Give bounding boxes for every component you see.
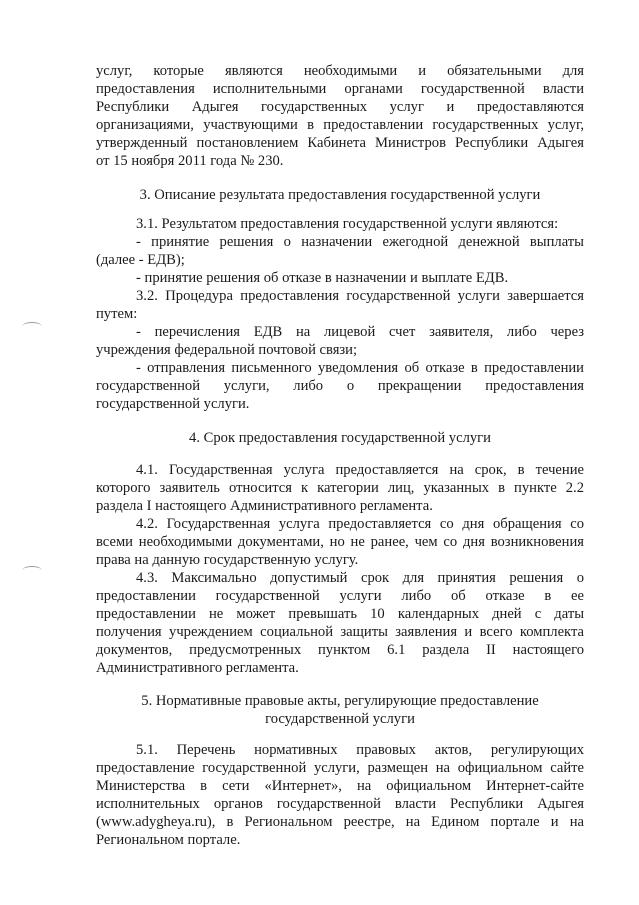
intro-line: услуг, которые являются необходимыми и обязательными для (96, 63, 584, 79)
intro-line: предоставления исполнительными органами государственной власти (96, 81, 584, 97)
intro-line: от 15 ноября 2011 года № 230. (96, 153, 284, 169)
section-3-line: учреждения федеральной почтовой связи; (96, 342, 358, 358)
section-4-line: документов, предусмотренных пунктом 6.1 раздела II настоящего (96, 642, 584, 658)
section-4-line: которого заявитель относится к категории лиц, указанных в пункте 2.2 (96, 480, 584, 496)
section-3-line: государственной услуги. (96, 396, 250, 412)
section-4-line: получения учреждением социальной защиты заявления и всего комплекта (96, 624, 584, 640)
section-5-heading: государственной услуги (265, 711, 415, 727)
section-4-line: раздела I настоящего Административного регламента. (96, 498, 433, 514)
section-4-line: 4.1. Государственная услуга предоставляется на срок, в течение (136, 462, 584, 478)
section-5-line: исполнительных органов государственной власти Республики Адыгея (96, 796, 584, 812)
section-4-line: всеми необходимыми документами, но не ранее, чем со дня возникновения (96, 534, 584, 550)
section-3-line: - отправления письменного уведомления об отказе в предоставлении (136, 360, 584, 376)
section-4-line: Административного регламента. (96, 660, 299, 676)
section-5-line: Министерства в сети «Интернет», на официальном Интернет-сайте (96, 778, 584, 794)
section-3-line: 3.2. Процедура предоставления государственной услуги завершается (136, 288, 584, 304)
section-3-line: 3.1. Результатом предоставления государственной услуги являются: (136, 216, 559, 232)
section-3-line: (далее - ЕДВ); (96, 252, 185, 268)
section-4-line: 4.2. Государственная услуга предоставляется со дня обращения со (136, 516, 584, 532)
section-5-line: предоставление государственной услуги, размещен на официальном сайте (96, 760, 584, 776)
intro-line: утвержденный постановлением Кабинета Министров Республики Адыгея (96, 135, 584, 151)
intro-line: Республики Адыгея государственных услуг и предоставляются (96, 99, 584, 115)
section-5-line: 5.1. Перечень нормативных правовых актов, регулирующих (136, 742, 584, 758)
section-3-line: - принятие решения о назначении ежегодной денежной выплаты (136, 234, 584, 250)
margin-hole-mark (22, 566, 42, 575)
section-3-line: - принятие решения об отказе в назначении и выплате ЕДВ. (136, 270, 509, 286)
section-3-heading: 3. Описание результата предоставления государственной услуги (139, 187, 541, 203)
section-5-line: Региональном портале. (96, 832, 241, 848)
section-3-line: государственной услуги, либо о прекращении предоставления (96, 378, 584, 394)
section-4-line: права на данную государственную услугу. (96, 552, 359, 568)
section-3-line: - перечисления ЕДВ на лицевой счет заявителя, либо через (136, 324, 584, 340)
section-3-line: путем: (96, 306, 138, 322)
section-4-line: 4.3. Максимально допустимый срок для принятия решения о (136, 570, 584, 586)
section-4-heading: 4. Срок предоставления государственной услуги (189, 430, 491, 446)
intro-line: организациями, участвующими в предоставлении государственных услуг, (96, 117, 584, 133)
margin-hole-mark (22, 322, 42, 331)
section-4-line: предоставлении государственной услуги либо об отказе в ее (96, 588, 584, 604)
section-5-line: (www.adygheya.ru), в Региональном реестре, на Едином портале и на (96, 814, 584, 830)
section-4-line: предоставлении не может превышать 10 календарных дней с даты (96, 606, 584, 622)
section-5-heading: 5. Нормативные правовые акты, регулирующие предоставление (141, 693, 539, 709)
